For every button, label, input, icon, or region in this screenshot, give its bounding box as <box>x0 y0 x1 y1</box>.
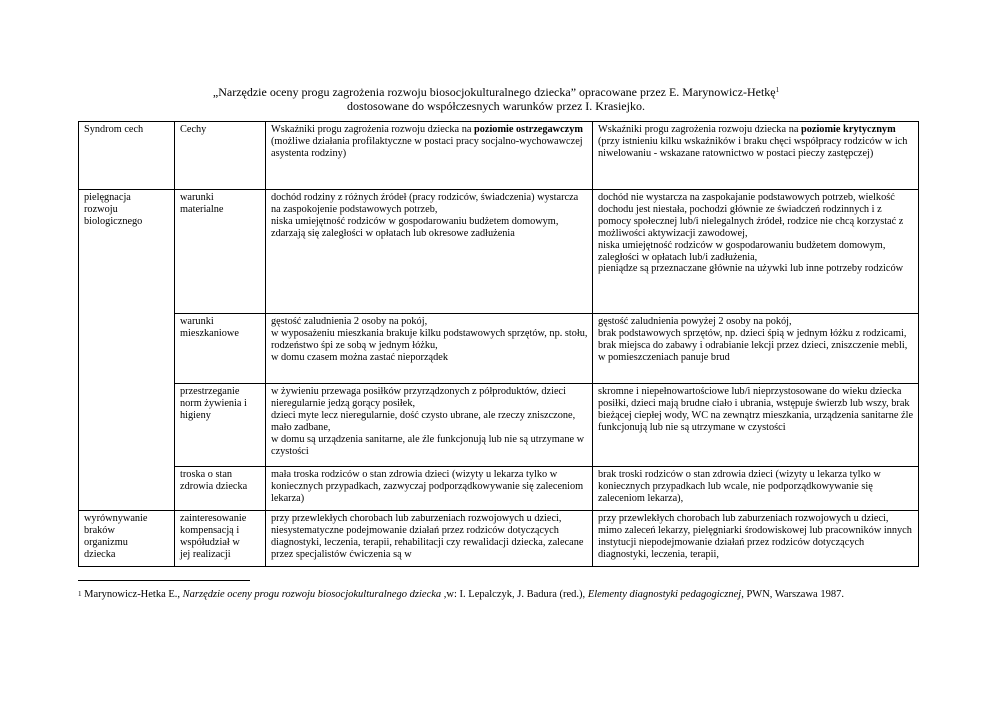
krytyczny-cell: przy przewlekłych chorobach lub zaburzeniach rozwojowych u dzieci, mimo zaleceń lekarzy, pielęgniarki środowiskowej lub pracowników innych instytucji niepodejmowanie działań przez rodziców dotyczących diagnostyki, leczenia, terapii, <box>593 511 919 567</box>
table-row <box>79 511 919 567</box>
footnote-work-title: Narzędzie oceny progu rozwoju biosocjokulturalnego dziecka <box>182 589 442 600</box>
ostrzegawczy-cell: w żywieniu przewaga posiłków przyrządzonych z półproduktów, dzieci nieregularnie jedzą gorący posiłek, dzieci myte lecz nieregularnie, dość czysto ubrane, ale rzeczy zniszczone, mało zadbane, w domu są urządzenia sanitarne, ale źle funkcjonują lub nie są utrzymane w czystości <box>266 384 593 467</box>
header-ostrzegawczy: Wskaźniki progu zagrożenia rozwoju dziecka na poziomie ostrzegawczym (możliwe działania profilaktyczne w postaci pracy socjalno-wychowawczej asystenta rodziny) <box>266 122 593 190</box>
table-row <box>79 467 919 511</box>
footnote-reference: 1 <box>775 86 780 94</box>
syndrom-cell-continued <box>79 314 175 384</box>
syndrom-cell-continued <box>79 467 175 511</box>
cecha-cell: troska o stan zdrowia dziecka <box>175 467 266 511</box>
footnote-book-title: Elementy diagnostyki pedagogicznej <box>587 589 742 600</box>
syndrom-cell-continued <box>79 384 175 467</box>
ostrzegawczy-cell: przy przewlekłych chorobach lub zaburzeniach rozwojowych u dzieci, niesystematyczne podejmowanie działań przez rodziców dotyczących diagnostyki, leczenia, terapii, rehabilitacji czy rewalidacji dziecka, zalecane przez specjalistów ćwiczenia są w <box>266 511 593 567</box>
cecha-cell: warunki mieszkaniowe <box>175 314 266 384</box>
syndrom-cell: pielęgnacja rozwoju biologicznego <box>79 190 175 314</box>
krytyczny-cell: skromne i niepełnowartościowe lub/i nieprzystosowane do wieku dziecka posiłki, dzieci mają brudne ciało i ubrania, wstępuje świerzb lub wszy, brak bieżącej ciepłej wody, WC na zewnątrz mieszkania, urządzenia sanitarne źle funkcjonują lub nie są utrzymane w czystości <box>593 384 919 467</box>
krytyczny-cell: brak troski rodziców o stan zdrowia dzieci (wizyty u lekarza tylko w koniecznych przypadkach lub wcale, nie podporządkowywanie się zaleceniom lekarza), <box>593 467 919 511</box>
syndrom-cell: wyrównywanie braków organizmu dziecka <box>79 511 175 567</box>
cecha-cell: warunki materialne <box>175 190 266 314</box>
table-row <box>79 384 919 467</box>
title-line-1: „Narzędzie oceny progu zagrożenia rozwoju biosocjokulturalnego dziecka” opracowane przez E. Marynowicz-Hetkę$^1$ <box>212 85 780 99</box>
cecha-cell: przestrzeganie norm żywienia i higieny <box>175 384 266 467</box>
table-row <box>79 190 919 314</box>
krytyczny-cell: gęstość zaludnienia powyżej 2 osoby na pokój, brak podstawowych sprzętów, np. dzieci śpią w jednym łóżku z rodzicami, brak miejsca do zabawy i odrabianie lekcji przez dzieci, zniszczenie mebli, w pomieszczeniach panuje brud <box>593 314 919 384</box>
title-line-2: dostosowane do współczesnych warunków przez I. Krasiejko. <box>347 99 645 113</box>
krytyczny-cell: dochód nie wystarcza na zaspokajanie podstawowych potrzeb, wielkość dochodu jest niestała, pochodzi głównie ze świadczeń rodzinnych i z pomocy społecznej lub/i nielegalnych źródeł, rodzice nie chcą korzystać z możliwości aktywizacji zawodowej, niska umiejętność rodziców w gospodarowaniu budżetem domowym, zaległości w opłatach lub/i zadłużenia, pieniądze są przeznaczane głównie na używki lub inne potrzeby rodziców <box>593 190 919 314</box>
header-krytyczny: Wskaźniki progu zagrożenia rozwoju dziecka na poziomie krytycznym (przy istnieniu kilku wskaźników i braku chęci współpracy rodziców w ich niwelowaniu - wskazane ratownictwo w postaci pieczy zastępczej) <box>593 122 919 190</box>
cecha-cell: zainteresowanie kompensacją i współudział w jej realizacji <box>175 511 266 567</box>
footnote-separator <box>78 580 250 581</box>
table-row <box>79 314 919 384</box>
ostrzegawczy-cell: dochód rodziny z różnych źródeł (pracy rodziców, świadczenia) wystarcza na zaspokojenie podstawowych potrzeb, niska umiejętność rodziców w gospodarowaniu budżetem domowym, zdarzają się zaległości w opłatach lub okresowe zadłużenia <box>266 190 593 314</box>
table-header-row <box>79 122 919 190</box>
header-syndrom: Syndrom cech <box>79 122 175 190</box>
header-cechy: Cechy <box>175 122 266 190</box>
document-title <box>0 85 992 113</box>
ostrzegawczy-cell: mała troska rodziców o stan zdrowia dzieci (wizyty u lekarza tylko w koniecznych przypadkach, zazwyczaj podporządkowywanie się zaleceniom lekarza) <box>266 467 593 511</box>
ostrzegawczy-cell: gęstość zaludnienia 2 osoby na pokój, w wyposażeniu mieszkania brakuje kilku podstawowych sprzętów, np. stołu, rodzeństwo śpi ze sobą w jednym łóżku, w domu czasem można zastać nieporządek <box>266 314 593 384</box>
footnote-mark: 1 <box>78 590 82 598</box>
assessment-table <box>78 121 919 567</box>
footnote: $^1$ Marynowicz-Hetka E., Narzędzie oceny progu rozwoju biosocjokulturalnego dziecka ,w: I. Lepalczyk, J. Badura (red.), Elementy diagnostyki pedagogicznej, PWN, Warszawa 1987. <box>78 589 844 600</box>
